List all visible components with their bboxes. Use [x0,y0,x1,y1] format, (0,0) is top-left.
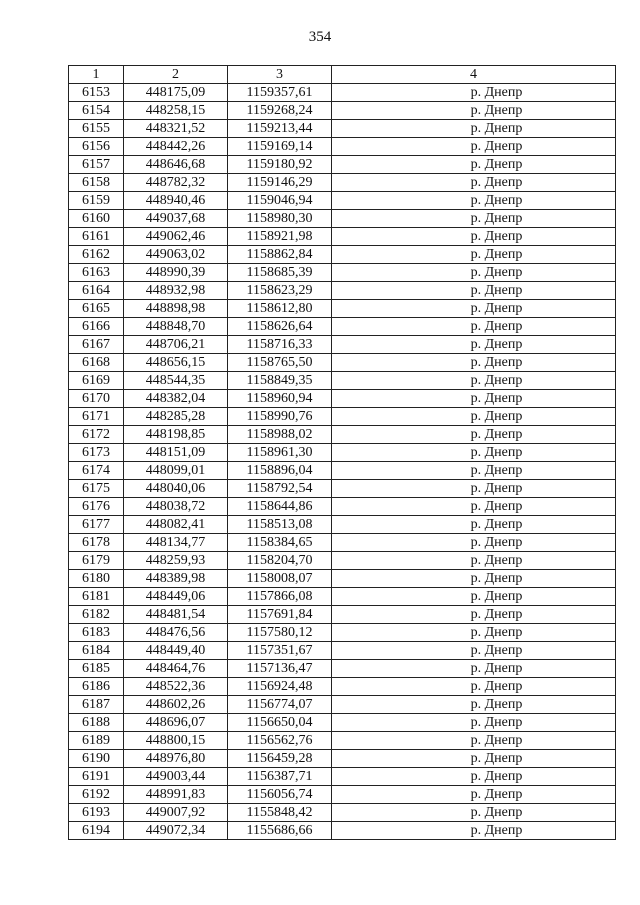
header-col-4: 4 [332,66,616,84]
coordinate-y-cell: 1158921,98 [228,228,332,246]
description-cell: р. Днепр [332,246,616,264]
point-number-cell: 6170 [69,390,124,408]
coordinate-x-cell: 448481,54 [124,606,228,624]
coordinate-x-cell: 448099,01 [124,462,228,480]
point-number-cell: 6177 [69,516,124,534]
table-row [69,156,616,174]
description-cell: р. Днепр [332,228,616,246]
description-cell: р. Днепр [332,174,616,192]
coordinate-y-cell: 1158008,07 [228,570,332,588]
coordinate-y-cell: 1158644,86 [228,498,332,516]
description-cell: р. Днепр [332,804,616,822]
coordinate-y-cell: 1157691,84 [228,606,332,624]
coordinate-y-cell: 1159046,94 [228,192,332,210]
table-row [69,138,616,156]
table-row [69,804,616,822]
point-number-cell: 6191 [69,768,124,786]
table-row [69,264,616,282]
coordinate-x-cell: 448544,35 [124,372,228,390]
description-cell: р. Днепр [332,642,616,660]
coordinate-x-cell: 448259,93 [124,552,228,570]
coordinate-y-cell: 1157866,08 [228,588,332,606]
coordinate-x-cell: 448932,98 [124,282,228,300]
table-row [69,822,616,840]
table-row [69,678,616,696]
point-number-cell: 6162 [69,246,124,264]
coordinate-x-cell: 448258,15 [124,102,228,120]
coordinate-y-cell: 1157580,12 [228,624,332,642]
table-row [69,588,616,606]
point-number-cell: 6171 [69,408,124,426]
coordinate-y-cell: 1158765,50 [228,354,332,372]
table-row [69,714,616,732]
coordinate-x-cell: 448040,06 [124,480,228,498]
description-cell: р. Днепр [332,210,616,228]
coordinate-y-cell: 1158623,29 [228,282,332,300]
coordinate-y-cell: 1159169,14 [228,138,332,156]
description-cell: р. Днепр [332,462,616,480]
description-cell: р. Днепр [332,588,616,606]
coordinate-x-cell: 448198,85 [124,426,228,444]
coordinate-x-cell: 448976,80 [124,750,228,768]
table-row [69,606,616,624]
coordinate-y-cell: 1157136,47 [228,660,332,678]
point-number-cell: 6185 [69,660,124,678]
point-number-cell: 6157 [69,156,124,174]
coordinate-x-cell: 448990,39 [124,264,228,282]
table-row [69,372,616,390]
description-cell: р. Днепр [332,786,616,804]
table-row [69,498,616,516]
coordinate-y-cell: 1158685,39 [228,264,332,282]
table-row [69,120,616,138]
description-cell: р. Днепр [332,318,616,336]
point-number-cell: 6178 [69,534,124,552]
point-number-cell: 6188 [69,714,124,732]
point-number-cell: 6153 [69,84,124,102]
coordinate-x-cell: 448476,56 [124,624,228,642]
table-row [69,354,616,372]
description-cell: р. Днепр [332,84,616,102]
coordinate-y-cell: 1158626,64 [228,318,332,336]
description-cell: р. Днепр [332,552,616,570]
point-number-cell: 6166 [69,318,124,336]
header-col-3: 3 [228,66,332,84]
point-number-cell: 6155 [69,120,124,138]
coordinate-x-cell: 449003,44 [124,768,228,786]
coordinate-y-cell: 1156056,74 [228,786,332,804]
description-cell: р. Днепр [332,696,616,714]
point-number-cell: 6189 [69,732,124,750]
description-cell: р. Днепр [332,354,616,372]
page-number: 354 [308,29,332,45]
point-number-cell: 6181 [69,588,124,606]
coordinate-x-cell: 448134,77 [124,534,228,552]
description-cell: р. Днепр [332,390,616,408]
description-cell: р. Днепр [332,822,616,840]
point-number-cell: 6154 [69,102,124,120]
table-row [69,174,616,192]
point-number-cell: 6187 [69,696,124,714]
coordinate-y-cell: 1158980,30 [228,210,332,228]
table-row [69,192,616,210]
coordinate-y-cell: 1155848,42 [228,804,332,822]
description-cell: р. Днепр [332,120,616,138]
description-cell: р. Днепр [332,426,616,444]
point-number-cell: 6172 [69,426,124,444]
point-number-cell: 6161 [69,228,124,246]
point-number-cell: 6186 [69,678,124,696]
coordinate-x-cell: 449007,92 [124,804,228,822]
coordinate-y-cell: 1159357,61 [228,84,332,102]
table-row [69,462,616,480]
coordinate-x-cell: 448038,72 [124,498,228,516]
table-row [69,336,616,354]
table-row [69,102,616,120]
coordinate-y-cell: 1159146,29 [228,174,332,192]
point-number-cell: 6176 [69,498,124,516]
point-number-cell: 6158 [69,174,124,192]
point-number-cell: 6180 [69,570,124,588]
table-row [69,444,616,462]
coordinate-x-cell: 448442,26 [124,138,228,156]
table-row [69,282,616,300]
description-cell: р. Днепр [332,750,616,768]
coordinate-x-cell: 448321,52 [124,120,228,138]
coordinate-y-cell: 1158384,65 [228,534,332,552]
table-row [69,732,616,750]
point-number-cell: 6184 [69,642,124,660]
description-cell: р. Днепр [332,264,616,282]
coordinate-y-cell: 1156774,07 [228,696,332,714]
coordinate-x-cell: 448151,09 [124,444,228,462]
point-number-cell: 6174 [69,462,124,480]
table-row [69,480,616,498]
table-row [69,246,616,264]
coordinate-y-cell: 1157351,67 [228,642,332,660]
table-row [69,768,616,786]
point-number-cell: 6192 [69,786,124,804]
description-cell: р. Днепр [332,714,616,732]
coordinate-y-cell: 1158716,33 [228,336,332,354]
coordinate-y-cell: 1158961,30 [228,444,332,462]
coordinate-x-cell: 448464,76 [124,660,228,678]
table-row [69,552,616,570]
description-cell: р. Днепр [332,534,616,552]
point-number-cell: 6179 [69,552,124,570]
table-row [69,642,616,660]
coordinate-y-cell: 1158988,02 [228,426,332,444]
coordinate-y-cell: 1158204,70 [228,552,332,570]
coordinate-x-cell: 448382,04 [124,390,228,408]
coordinate-x-cell: 448449,40 [124,642,228,660]
coordinate-x-cell: 448602,26 [124,696,228,714]
description-cell: р. Днепр [332,660,616,678]
coordinate-x-cell: 448082,41 [124,516,228,534]
description-cell: р. Днепр [332,732,616,750]
description-cell: р. Днепр [332,606,616,624]
coordinate-x-cell: 448696,07 [124,714,228,732]
description-cell: р. Днепр [332,678,616,696]
coordinate-x-cell: 449062,46 [124,228,228,246]
table-row [69,210,616,228]
point-number-cell: 6160 [69,210,124,228]
point-number-cell: 6193 [69,804,124,822]
point-number-cell: 6169 [69,372,124,390]
coordinate-y-cell: 1158792,54 [228,480,332,498]
coordinate-x-cell: 448782,32 [124,174,228,192]
coordinate-y-cell: 1158612,80 [228,300,332,318]
point-number-cell: 6164 [69,282,124,300]
coordinate-x-cell: 448898,98 [124,300,228,318]
coordinate-x-cell: 448991,83 [124,786,228,804]
coordinate-x-cell: 448449,06 [124,588,228,606]
header-col-1: 1 [69,66,124,84]
coordinate-y-cell: 1158960,94 [228,390,332,408]
description-cell: р. Днепр [332,192,616,210]
table-row [69,300,616,318]
point-number-cell: 6159 [69,192,124,210]
table-row [69,534,616,552]
point-number-cell: 6165 [69,300,124,318]
coordinate-y-cell: 1159213,44 [228,120,332,138]
coordinate-x-cell: 449072,34 [124,822,228,840]
description-cell: р. Днепр [332,624,616,642]
coordinate-y-cell: 1158513,08 [228,516,332,534]
coordinate-x-cell: 448848,70 [124,318,228,336]
header-col-2: 2 [124,66,228,84]
table-header [69,66,616,84]
coordinate-y-cell: 1156459,28 [228,750,332,768]
coordinate-y-cell: 1156650,04 [228,714,332,732]
table-body [69,84,616,840]
coordinate-x-cell: 448706,21 [124,336,228,354]
table-row [69,408,616,426]
point-number-cell: 6183 [69,624,124,642]
description-cell: р. Днепр [332,444,616,462]
coordinate-y-cell: 1156924,48 [228,678,332,696]
description-cell: р. Днепр [332,570,616,588]
description-cell: р. Днепр [332,768,616,786]
coordinate-x-cell: 448389,98 [124,570,228,588]
table-row [69,426,616,444]
coordinate-y-cell: 1159268,24 [228,102,332,120]
description-cell: р. Днепр [332,336,616,354]
table-row [69,84,616,102]
point-number-cell: 6182 [69,606,124,624]
coordinate-x-cell: 448800,15 [124,732,228,750]
coordinate-y-cell: 1156387,71 [228,768,332,786]
description-cell: р. Днепр [332,408,616,426]
table-row [69,786,616,804]
coordinate-y-cell: 1158990,76 [228,408,332,426]
point-number-cell: 6194 [69,822,124,840]
coordinate-x-cell: 449037,68 [124,210,228,228]
coordinate-y-cell: 1156562,76 [228,732,332,750]
table-row [69,624,616,642]
description-cell: р. Днепр [332,102,616,120]
table-row [69,570,616,588]
point-number-cell: 6167 [69,336,124,354]
description-cell: р. Днепр [332,282,616,300]
table-row [69,696,616,714]
coordinate-x-cell: 448656,15 [124,354,228,372]
table-row [69,750,616,768]
coordinates-table [68,65,616,840]
table-row [69,516,616,534]
point-number-cell: 6168 [69,354,124,372]
table-row [69,228,616,246]
description-cell: р. Днепр [332,138,616,156]
coordinate-y-cell: 1158862,84 [228,246,332,264]
description-cell: р. Днепр [332,300,616,318]
description-cell: р. Днепр [332,480,616,498]
table-row [69,660,616,678]
coordinate-x-cell: 448940,46 [124,192,228,210]
coordinate-x-cell: 448646,68 [124,156,228,174]
table-row [69,318,616,336]
coordinate-y-cell: 1159180,92 [228,156,332,174]
coordinate-x-cell: 449063,02 [124,246,228,264]
table-row [69,390,616,408]
description-cell: р. Днепр [332,156,616,174]
point-number-cell: 6163 [69,264,124,282]
description-cell: р. Днепр [332,498,616,516]
coordinate-x-cell: 448285,28 [124,408,228,426]
point-number-cell: 6156 [69,138,124,156]
description-cell: р. Днепр [332,372,616,390]
description-cell: р. Днепр [332,516,616,534]
point-number-cell: 6190 [69,750,124,768]
coordinate-x-cell: 448522,36 [124,678,228,696]
point-number-cell: 6173 [69,444,124,462]
coordinate-x-cell: 448175,09 [124,84,228,102]
coordinate-y-cell: 1155686,66 [228,822,332,840]
coordinate-y-cell: 1158849,35 [228,372,332,390]
header-row [69,66,616,84]
coordinate-y-cell: 1158896,04 [228,462,332,480]
point-number-cell: 6175 [69,480,124,498]
